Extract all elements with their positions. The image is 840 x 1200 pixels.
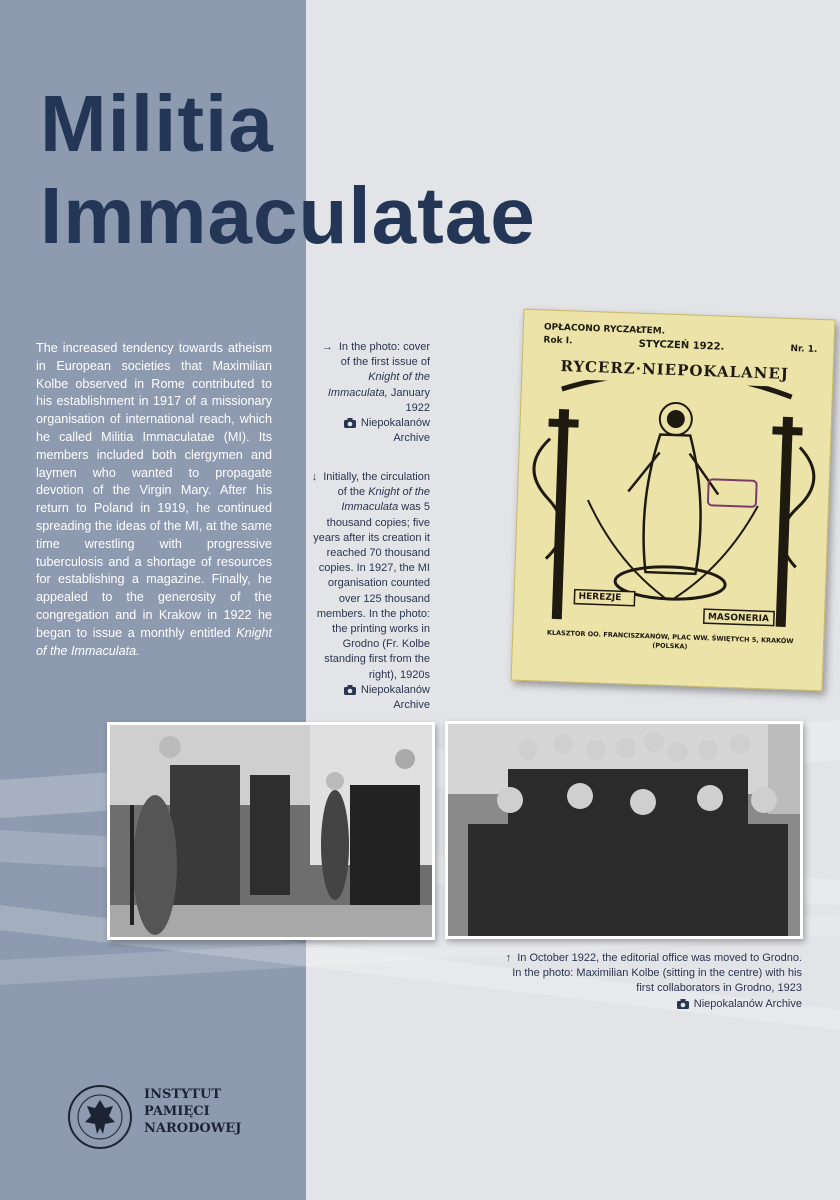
magazine-band-left: HEREZJE xyxy=(578,591,622,604)
logo-line-1: INSTYTUT xyxy=(144,1087,221,1102)
magazine-illustration xyxy=(513,378,832,639)
logo-line-3: NARODOWEJ xyxy=(144,1121,242,1136)
arrow-down-icon: ↓ xyxy=(311,471,318,483)
group-photo-grodno xyxy=(445,721,803,939)
magazine-number: Nr. 1. xyxy=(790,344,818,355)
arrow-right-icon: → xyxy=(321,341,333,353)
caption-cover-credit: Niepokalanów Archive xyxy=(360,417,430,445)
intro-magazine-title: Knight of the Immaculata. xyxy=(36,625,272,658)
caption-circulation xyxy=(310,470,430,713)
page-title xyxy=(40,78,536,262)
title-line-1: Militia xyxy=(40,79,274,168)
magazine-header xyxy=(543,322,818,356)
arrow-up-icon: ↑ xyxy=(505,952,512,964)
caption-cover-post: January 1922 xyxy=(390,386,430,414)
camera-icon xyxy=(344,418,356,428)
caption-grodno-text: In October 1922, the editorial office was moved to Grodno. In the photo: Maximilian Kolbe (sitting in the centre) with his first collaborators in Grodno, 1923 xyxy=(512,952,802,995)
magazine-title: RYCERZ·NIEPOKALANEJ xyxy=(560,357,790,383)
ipn-logo-text xyxy=(144,1086,241,1137)
magazine-cover-image xyxy=(511,309,836,692)
printing-works-photo xyxy=(107,722,435,940)
ipn-emblem-logo xyxy=(67,1084,133,1150)
caption-grodno-credit: Niepokalanów Archive xyxy=(693,997,802,1010)
intro-paragraph xyxy=(36,340,272,660)
magazine-year: Rok I. xyxy=(543,335,573,347)
camera-icon xyxy=(344,685,356,695)
logo-line-2: PAMIĘCI xyxy=(144,1104,210,1119)
caption-grodno xyxy=(500,951,802,1012)
magazine-footer: KLASZTOR OO. FRANCISZKANÓW, PLAC WW. ŚWIĘTYCH 5, KRAKÓW (POLSKA) xyxy=(546,628,794,651)
caption-cover-pre: In the photo: cover of the first issue of xyxy=(338,341,430,369)
magazine-top-left: OPŁACONO RYCZAŁTEM. xyxy=(543,322,666,337)
camera-icon xyxy=(677,999,689,1009)
caption-circulation-italic: Knight of the Immaculata xyxy=(341,486,430,514)
title-line-2: Immaculatae xyxy=(40,171,536,260)
caption-circulation-pre: Initially, the circulation of the xyxy=(323,471,430,499)
caption-circulation-post: was 5 thousand copies; five years after its creation it reached 70 thousand copies. In 1927, the MI organisation counted over 125 thousand members. In the photo: the printing works in Grodno (Fr. Kolbe standing first from the right), 1920s xyxy=(313,501,430,681)
caption-cover xyxy=(310,340,430,446)
magazine-band-right: MASONERIA xyxy=(707,612,770,625)
caption-circulation-credit: Niepokalanów Archive xyxy=(360,683,430,712)
caption-cover-italic: Knight of the Immaculata, xyxy=(327,371,430,399)
magazine-date: STYCZEŃ 1922. xyxy=(638,338,725,353)
intro-text: The increased tendency towards atheism in European societies that Maximilian Kolbe observed in Rome contributed to his establishment in 1917 of a missionary organisation of international reach, which he called Militia Immaculatae (MI). Its members included both clergymen and laymen who wanted to propagate devotion of the Virgin Mary. After his return to Poland in 1919, he continued spreading the ideas of the MI, at the same time wrestling with progressive tuberculosis and a shortage of resources for establishing a magazine. Finally, he appealed to the generosity of the congregation and in Krakow in 1922 he began to issue a monthly entitled xyxy=(36,341,272,640)
